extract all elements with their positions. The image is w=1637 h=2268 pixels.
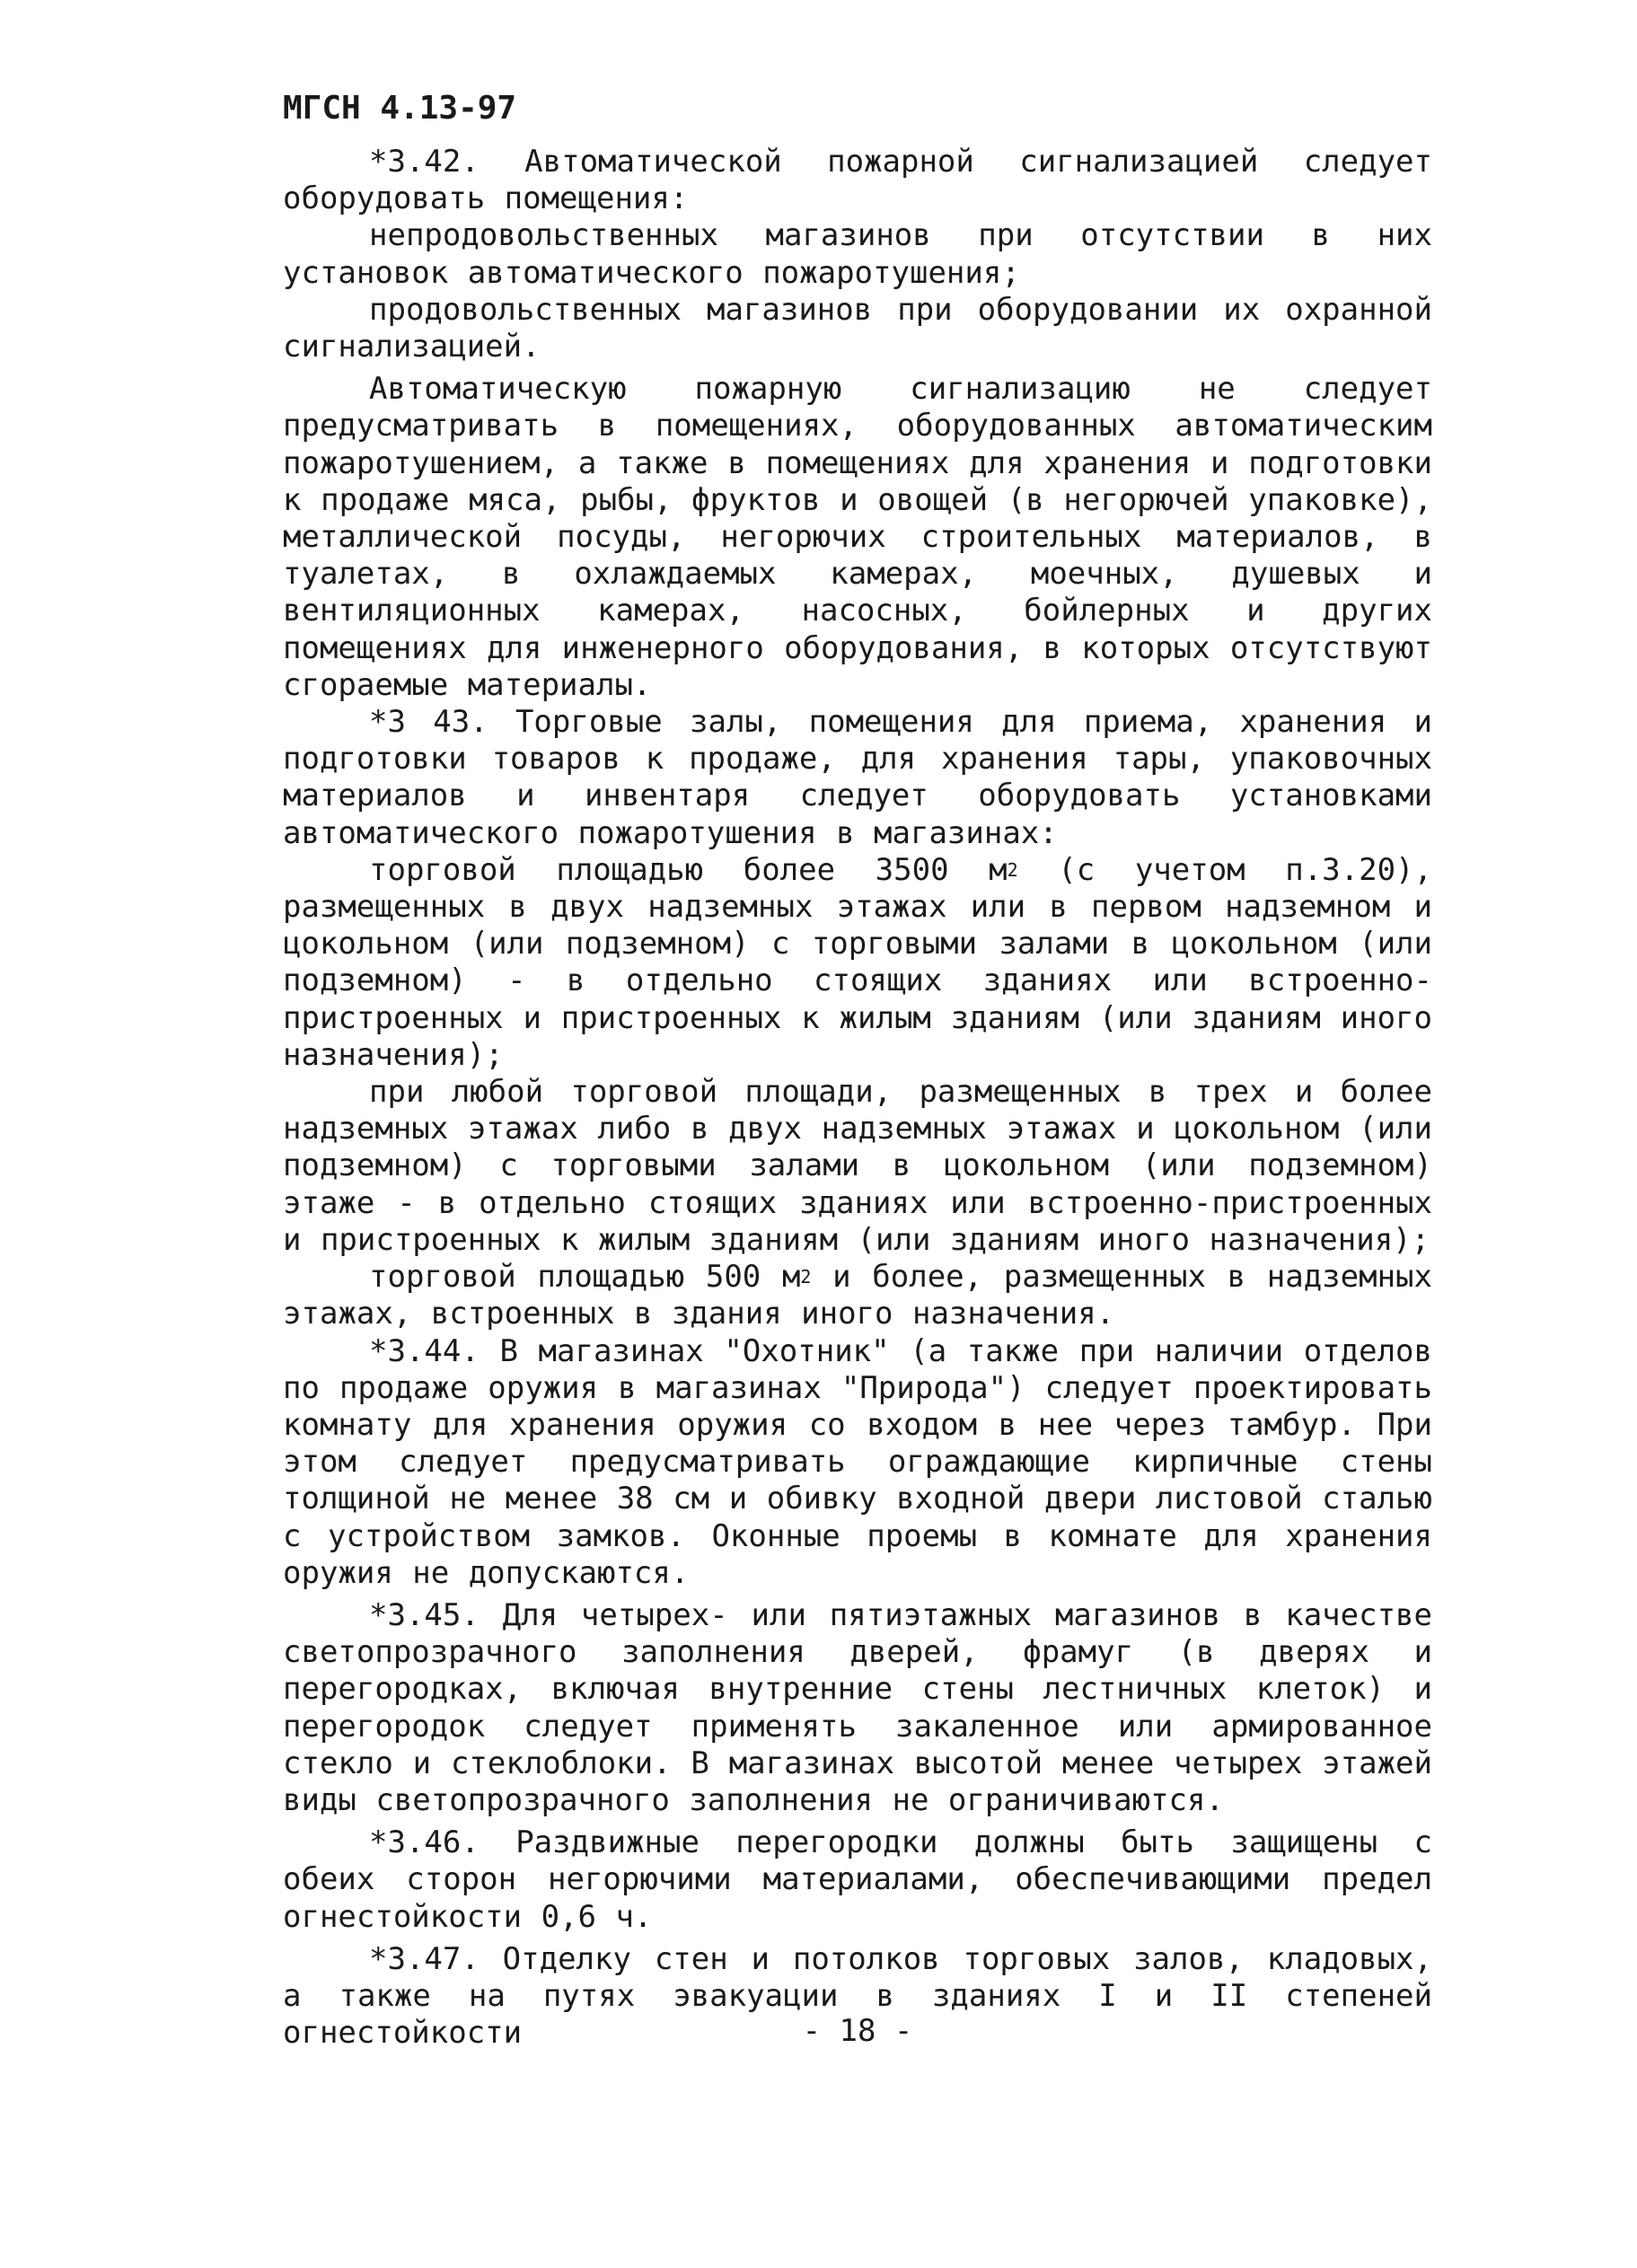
square-meter-superscript: 2: [800, 1266, 812, 1288]
document-body: [283, 144, 1432, 2052]
paragraph-3-46: *3.46. Раздвижные перегородки должны быть защищены с обеих сторон негорючими материалами, обеспечивающими предел огнестойкости 0,6 ч.: [283, 1824, 1432, 1935]
page-number: - 18 -: [802, 2013, 913, 2049]
paragraph-area-500: [283, 1259, 1432, 1332]
document-code: МГСН 4.13-97: [283, 90, 517, 127]
paragraph-alarm-exceptions: Автоматическую пожарную сигнализацию не следует предусматривать в помещениях, оборудованных автоматическим пожаротушением, а также в помещениях для хранения и подготовки к продаже мяса, рыбы, фруктов и овощей (в негорючей упаковке), металлической посуды, негорючих строительных материалов, в туалетах, в охлаждаемых камерах, моечных, душевых и вентиляционных камерах, насосных, бойлерных и других помещениях для инженерного оборудования, в которых отсутствуют сгораемые материалы.: [283, 371, 1432, 703]
paragraph-area-500-text-end: и более, размещенных в надземных этажах, встроенных в здания иного назначения.: [283, 1259, 1432, 1332]
square-meter-superscript: 2: [1007, 858, 1018, 881]
paragraph-3-45: *3.45. Для четырех- или пятиэтажных магазинов в качестве светопрозрачного заполнения дверей, фрамуг (в дверях и перегородках, включая внутренние стены лестничных клеток) и перегородок следует применять закаленное или армированное стекло и стеклоблоки. В магазинах высотой менее четырех этажей виды светопрозрачного заполнения не ограничиваются.: [283, 1596, 1432, 1818]
paragraph-3-42: *3.42. Автоматической пожарной сигнализацией следует оборудовать помещения:: [283, 144, 1432, 217]
paragraph-area-3500-text-end: (с учетом п.3.20), размещенных в двух надземных этажах или в первом надземном и цокольном (или подземном) с торговыми залами в цокольном (или подземном) - в отдельно стоящих зданиях или встроенно-пристроенных и пристроенных к жилым зданиям (или зданиям иного назначения);: [283, 851, 1432, 1073]
paragraph-any-area: при любой торговой площади, размещенных в трех и более надземных этажах либо в двух надземных этажах и цокольном (или подземном) с торговыми залами в цокольном (или подземном) этаже - в отдельно стоящих зданиях или встроенно-пристроенных и пристроенных к жилым зданиям (или зданиям иного назначения);: [283, 1074, 1432, 1258]
paragraph-food-stores: продовольственных магазинов при оборудовании их охранной сигнализацией.: [283, 291, 1432, 365]
paragraph-area-500-text-start: торговой площадью 500 м: [369, 1259, 801, 1296]
paragraph-3-47: *3.47. Отделку стен и потолков торговых залов, кладовых, а также на путях эвакуации в зданиях I и II степеней огнестойкости: [283, 1940, 1432, 2052]
paragraph-area-3500-text-start: торговой площадью более 3500 м: [369, 851, 1008, 888]
paragraph-3-44: *3.44. В магазинах "Охотник" (а также при наличии отделов по продаже оружия в магазинах "Природа") следует проектировать комнату для хранения оружия со входом в нее через тамбур. При этом следует предусматривать ограждающие кирпичные стены толщиной не менее 38 см и обивку входной двери листовой сталью с устройством замков. Оконные проемы в комнате для хранения оружия не допускаются.: [283, 1332, 1432, 1591]
paragraph-3-43: *3 43. Торговые залы, помещения для приема, хранения и подготовки товаров к продаже, для хранения тары, упаковочных материалов и инвентаря следует оборудовать установками автоматического пожаротушения в магазинах:: [283, 704, 1432, 851]
paragraph-area-3500: [283, 852, 1432, 1074]
paragraph-nonfood-stores: непродовольственных магазинов при отсутствии в них установок автоматического пожаротушения;: [283, 217, 1432, 291]
